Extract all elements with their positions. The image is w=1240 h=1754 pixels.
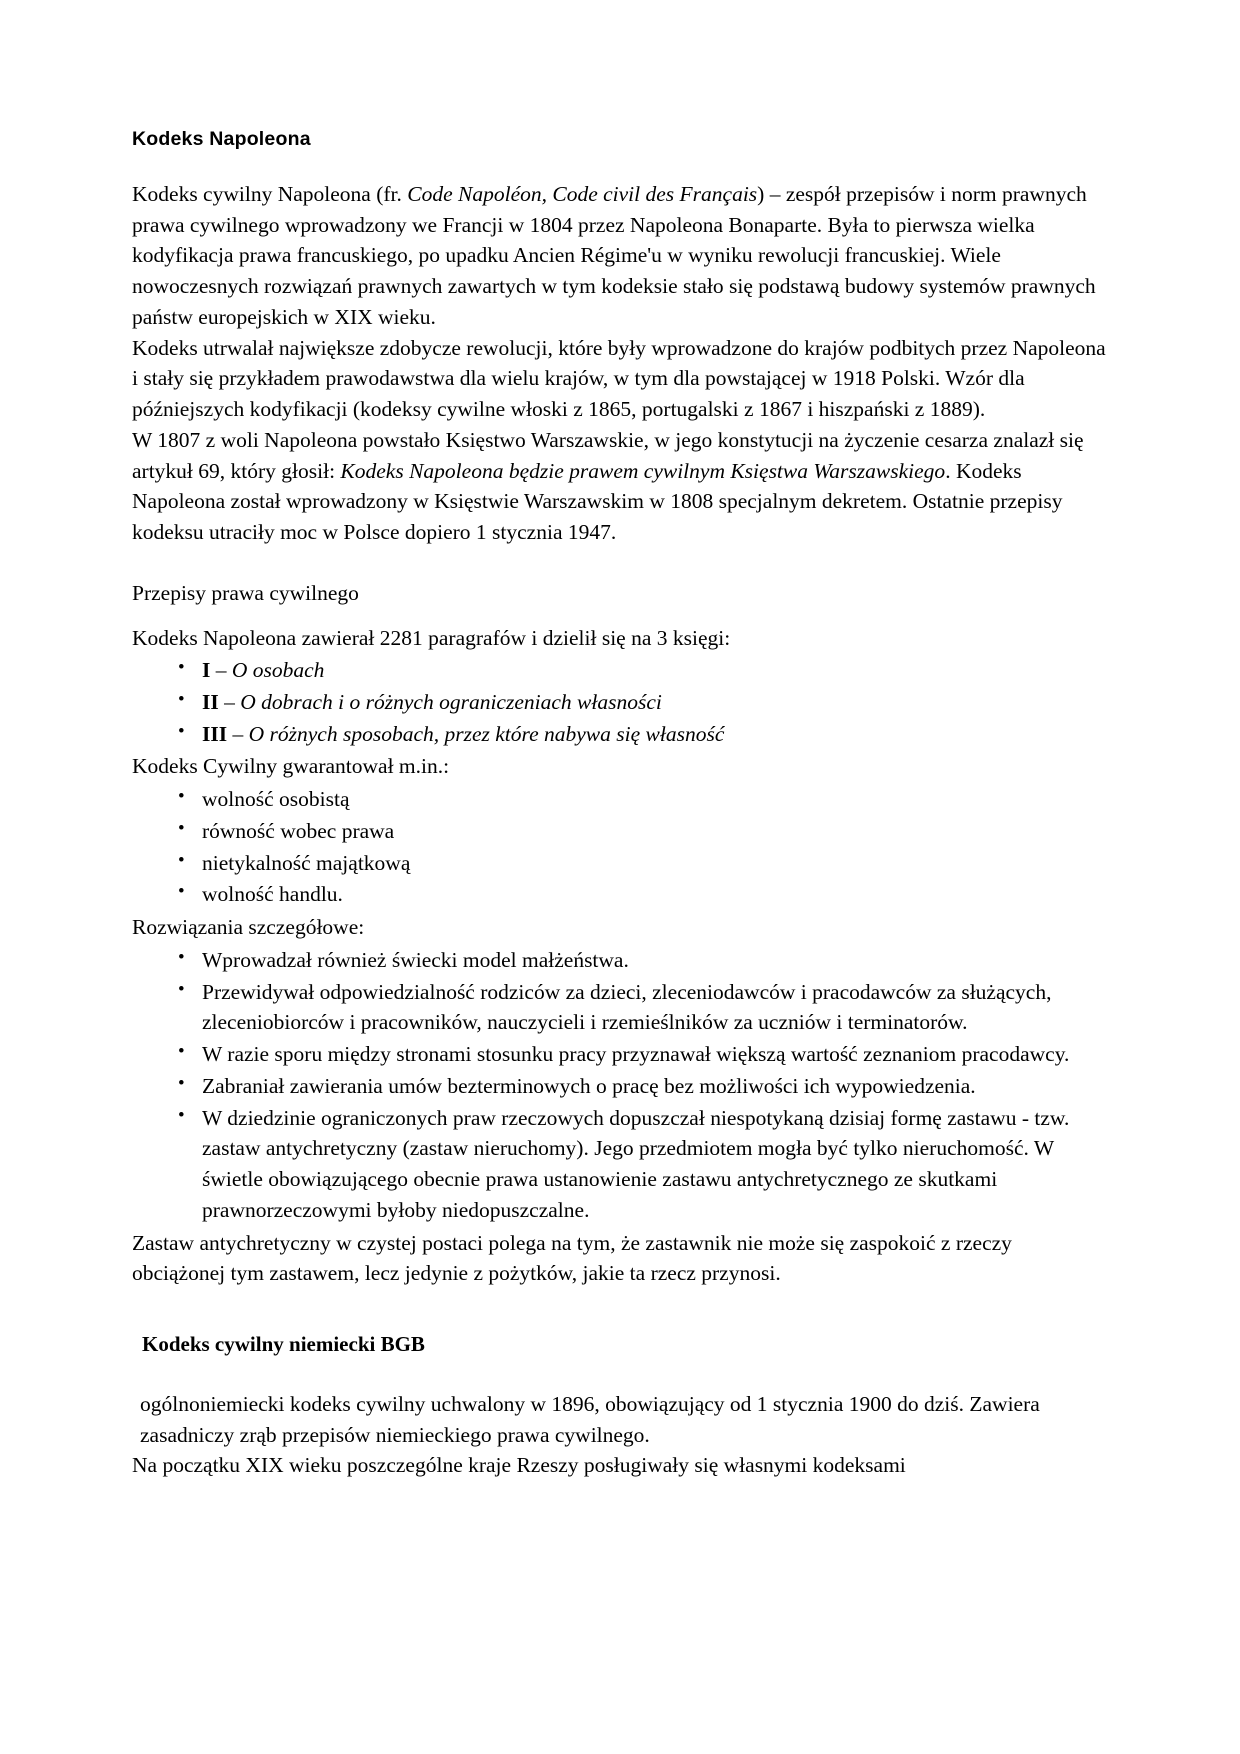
list-item (178, 719, 1108, 750)
section-heading-bgb: Kodeks cywilny niemiecki BGB (142, 1331, 425, 1356)
ksiega-numeral: II (202, 690, 219, 715)
ksiega-title: O osobach (231, 658, 325, 683)
bgb-paragraph-one: ogólnoniemiecki kodeks cywilny uchwalony w 1896, obowiązujący od 1 stycznia 1900 do dziś. Zawiera zasadniczy zrąb przepisów niemieckiego prawa cywilnego. (140, 1391, 1040, 1447)
ksiega-title: O różnych sposobach, przez które nabywa się własność (248, 721, 725, 746)
paragraph-two: Kodeks utrwalał największe zdobycze rewolucji, które były wprowadzone do krajów podbitych przez Napoleona i stały się przykładem prawodawstwa dla wielu krajów, w tym dla powstającej w 1918 Polski. Wzór dla późniejszych kodyfikacji (kodeksy cywilne włoski z 1865, portugalski z 1867 i hiszpański z 1889). (132, 335, 1106, 422)
intro-paragraph (132, 179, 1108, 333)
ksiega-dash: – (218, 690, 241, 715)
list-item: • Przewidywał odpowiedzialność rodziców za dzieci, zleceniodawców i pracodawców za służących, zleceniobiorców i pracowników, nauczycieli i rzemieślników za uczniów i terminatorów. (178, 977, 1108, 1038)
page-title: Kodeks Napoleona (132, 128, 311, 150)
intro-part-2: ) – zespół przepisów i norm prawnych prawa cywilnego wprowadzony we Francji w 1804 przez Napoleona Bonaparte. Była to pierwsza wielka kodyfikacja prawa francuskiego, po upadku Ancien Régime'u w wyniku rewolucji francuskiej. Wiele nowoczesnych rozwiązań prawnych zawartych w tym kodeksie stało się podstawą budowy systemów prawnych państw europejskich w XIX wieku. (132, 182, 1096, 329)
list-item (178, 655, 1108, 686)
ksiega-numeral: I (202, 658, 211, 683)
rozwiazania-lead: Rozwiązania szczegółowe: (132, 915, 365, 940)
list-item: • wolność handlu. (178, 879, 1108, 910)
para3-italic-quote: Kodeks Napoleona będzie prawem cywilnym Księstwa Warszawskiego (340, 458, 946, 483)
list-item: • wolność osobistą (178, 784, 1108, 815)
para3-part-2: . Kodeks Napoleona został wprowadzony w Księstwie Warszawskim w 1808 specjalnym dekretem. Ostatnie przepisy kodeksu utraciły moc w Polsce dopiero 1 stycznia 1947. (132, 458, 1063, 545)
ksiegi-list (132, 655, 1108, 749)
list-item: • nietykalność majątkową (178, 848, 1108, 879)
list-item (178, 687, 1108, 718)
gwarancje-lead: Kodeks Cywilny gwarantował m.in.: (132, 754, 450, 779)
gwarancje-list (132, 784, 1108, 910)
bgb-paragraph-two: Na początku XIX wieku poszczególne kraje Rzeszy posługiwały się własnymi kodeksami (132, 1453, 906, 1478)
ksiegi-lead: Kodeks Napoleona zawierał 2281 paragrafów i dzielił się na 3 księgi: (132, 625, 731, 650)
ksiega-dash: – (227, 721, 249, 746)
ksiega-numeral: III (202, 721, 228, 746)
section-heading-przepisy: Przepisy prawa cywilnego (132, 580, 359, 605)
intro-part-1: Kodeks cywilny Napoleona (fr. (132, 182, 408, 206)
spacer (132, 1359, 1108, 1389)
list-item: • Zabraniał zawierania umów bezterminowych o pracę bez możliwości ich wypowiedzenia. (178, 1071, 1108, 1102)
para3-part-1: W 1807 z woli Napoleona powstało Księstwo Warszawskie, w jego konstytucji na życzenie cesarza znalazł się artykuł 69, który głosił: (132, 427, 1084, 483)
list-item: • W dziedzinie ograniczonych praw rzeczowych dopuszczał niespotykaną dzisiaj formę zastawu - tzw. zastaw antychretyczny (zastaw nieruchomy). Jego przedmiotem mogła być tylko nieruchomość. W świetle obowiązującego obecnie prawa ustanowienie zastawu antychretycznego ze skutkami prawnorzeczowymi byłoby niedopuszczalne. (178, 1103, 1108, 1226)
list-item: • W razie sporu między stronami stosunku pracy przyznawał większą wartość zeznaniom pracodawcy. (178, 1039, 1108, 1070)
list-item: • Wprowadzał również świecki model małżeństwa. (178, 945, 1108, 976)
zastaw-closing-paragraph: Zastaw antychretyczny w czystej postaci polega na tym, że zastawnik nie może się zaspokoić z rzeczy obciążonej tym zastawem, lecz jedynie z pożytków, jakie ta rzecz przynosi. (132, 1230, 1012, 1286)
rozwiazania-list (132, 945, 1108, 1226)
spacer (132, 1289, 1108, 1329)
spacer (132, 548, 1108, 578)
ksiega-dash: – (210, 658, 232, 683)
ksiega-title: O dobrach i o różnych ograniczeniach własności (240, 690, 662, 715)
spacer (132, 609, 1108, 623)
list-item: • równość wobec prawa (178, 816, 1108, 847)
intro-italic-title: Code Napoléon, Code civil des Français (407, 182, 758, 206)
paragraph-three (132, 425, 1108, 548)
